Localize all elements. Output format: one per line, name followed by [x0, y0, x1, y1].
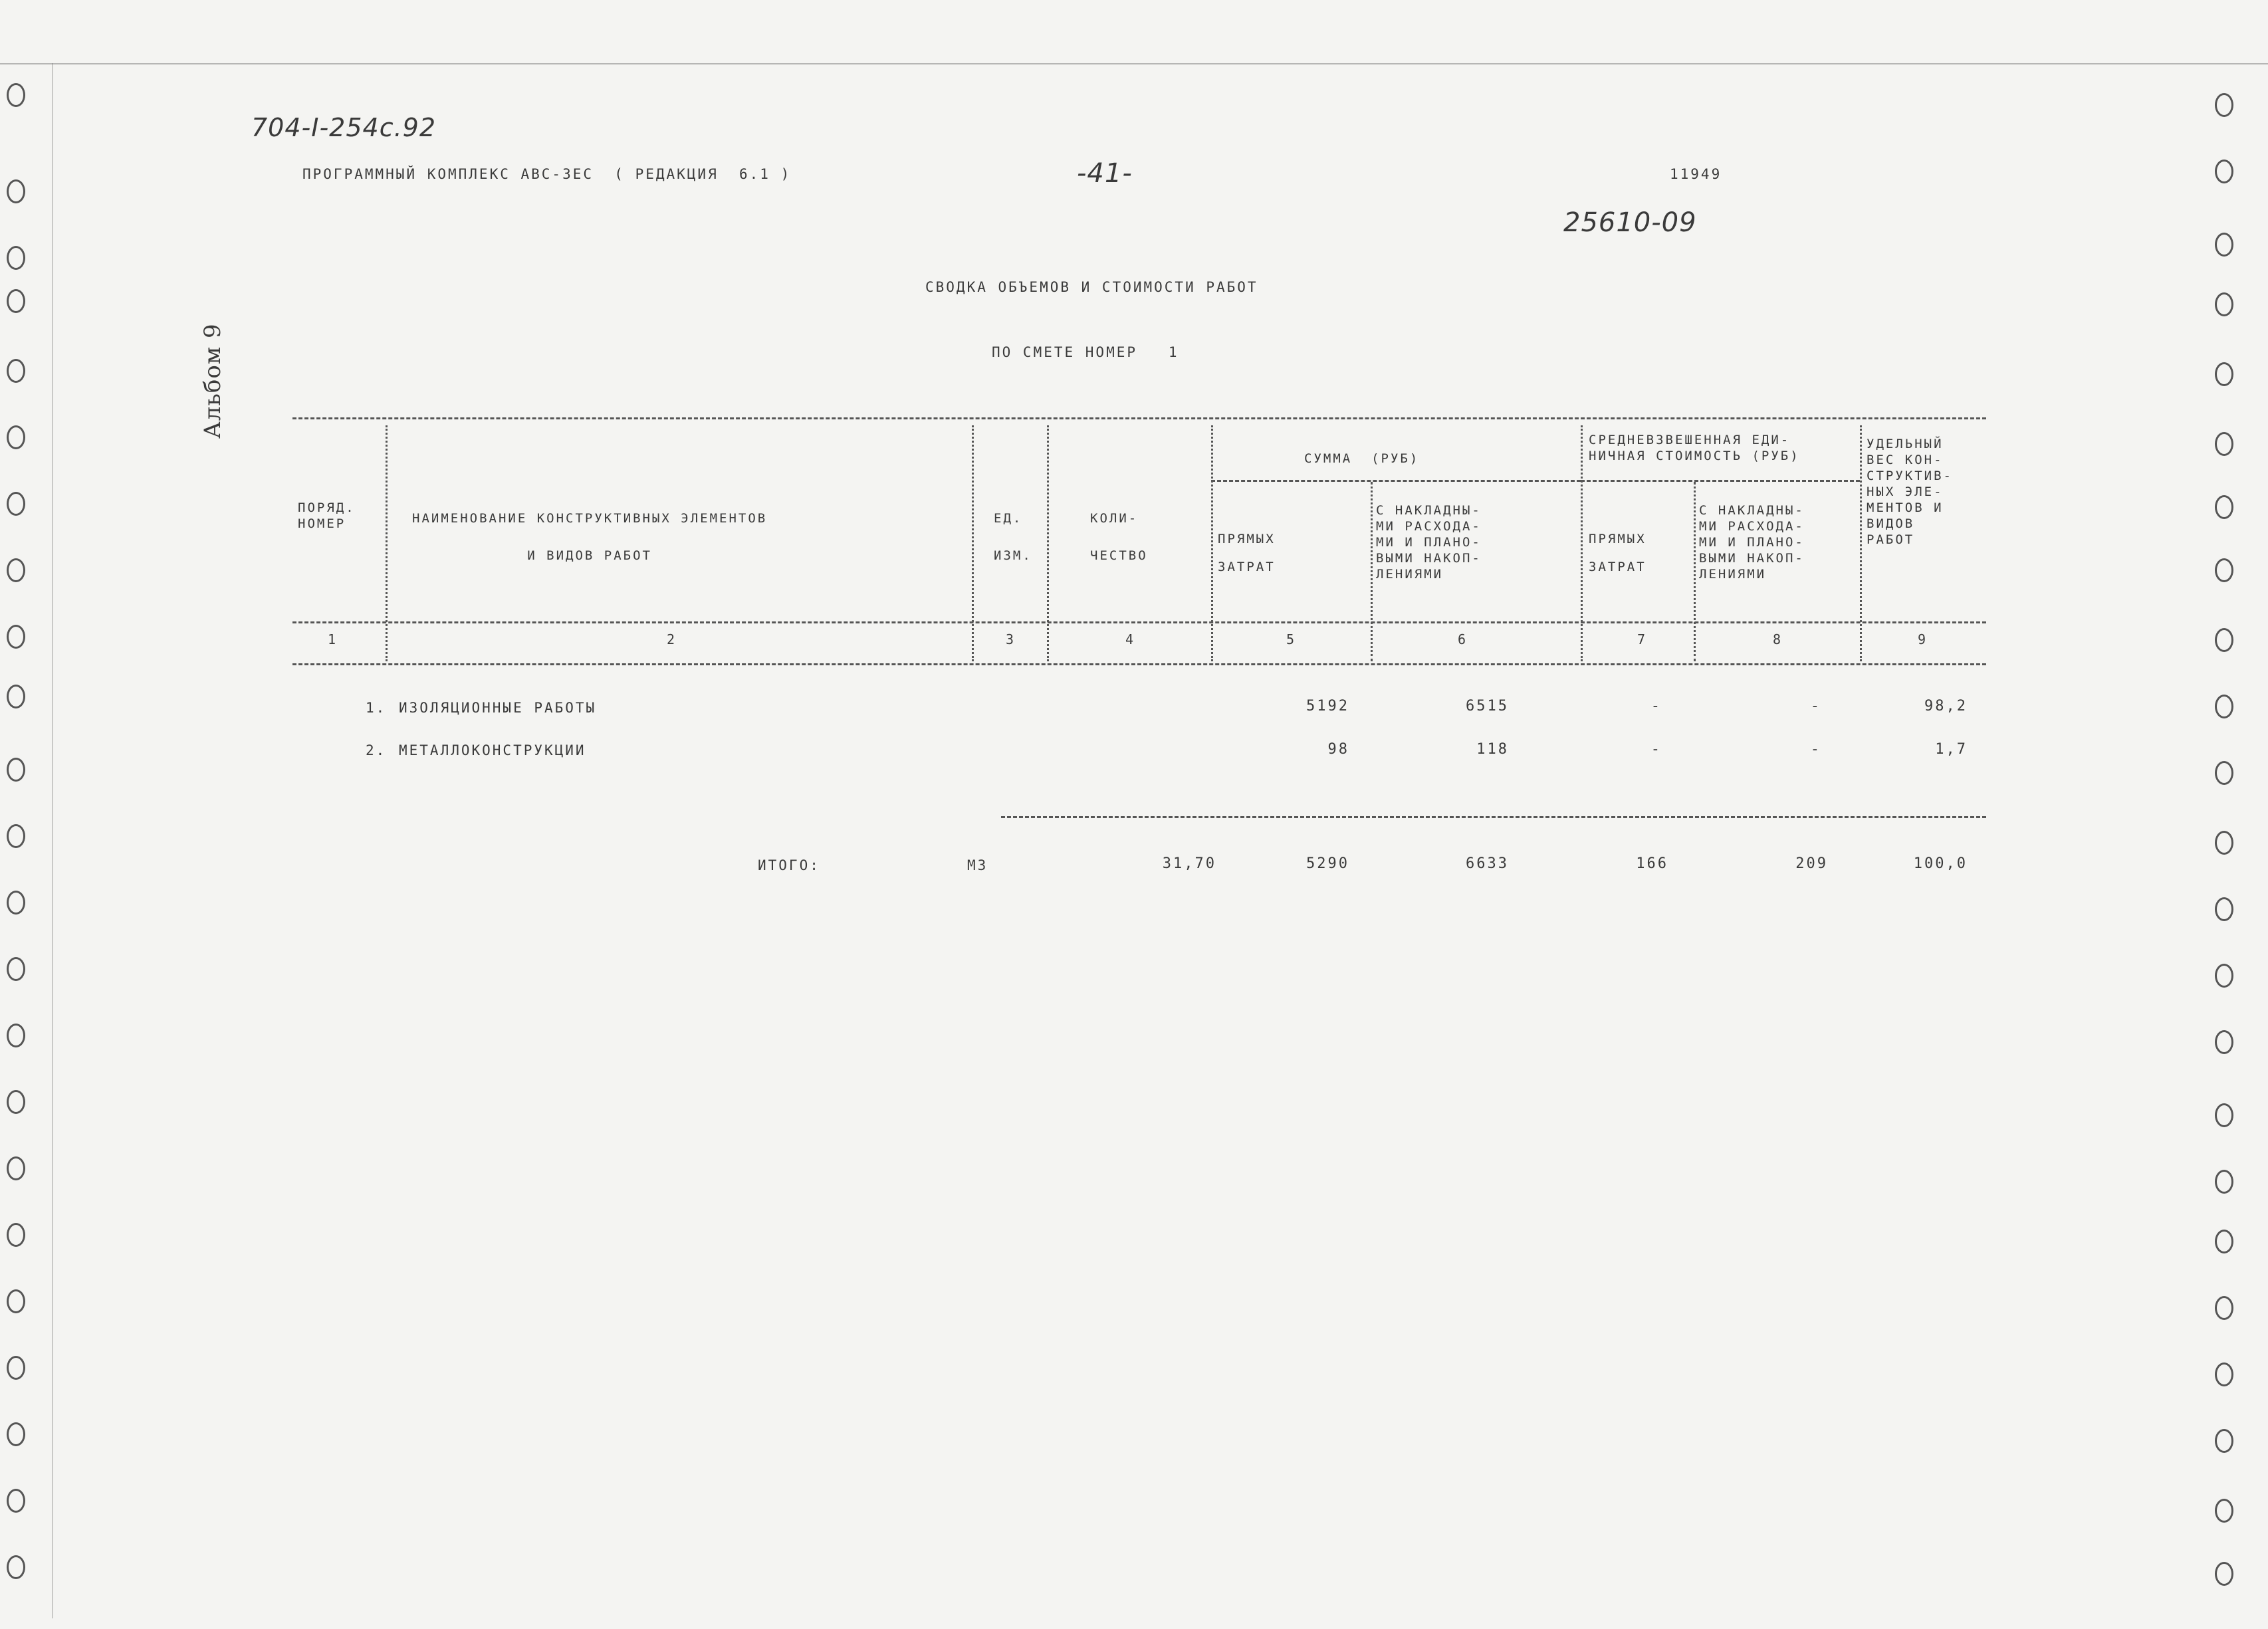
feed-hole	[7, 957, 25, 981]
feed-hole	[2215, 1562, 2233, 1586]
feed-hole	[7, 425, 25, 449]
sum-group-header: СУММА (РУБ)	[1304, 451, 1420, 466]
column-header-4: КОЛИ- ЧЕСТВО	[1090, 511, 1148, 563]
feed-hole	[2215, 432, 2233, 456]
left-feed-holes	[7, 0, 47, 1629]
total-avg-overhead: 209	[1795, 855, 1828, 872]
column-number: 3	[1005, 631, 1016, 647]
column-header-7: ПРЯМЫХ ЗАТРАТ	[1589, 532, 1646, 574]
column-number: 4	[1125, 631, 1135, 647]
column-header-1: ПОРЯД. НОМЕР	[298, 500, 356, 531]
row-direct-cost: 5192	[1306, 698, 1349, 714]
column-header-9: УДЕЛЬНЫЙ ВЕС КОН- СТРУКТИВ- НЫХ ЭЛЕ- МЕНТОВ И ВИДОВ РАБОТ	[1867, 437, 1953, 547]
total-unit: М3	[967, 857, 988, 873]
feed-hole	[2215, 1362, 2233, 1386]
column-number: 2	[666, 631, 677, 647]
feed-hole	[7, 83, 25, 107]
row-name: МЕТАЛЛОКОНСТРУКЦИИ	[399, 742, 586, 758]
row-avg-direct: -	[1650, 741, 1662, 758]
feed-hole	[7, 1356, 25, 1380]
feed-hole	[2215, 160, 2233, 183]
row-avg-direct: -	[1650, 698, 1662, 714]
total-quantity: 31,70	[1162, 855, 1216, 872]
feed-hole	[2215, 362, 2233, 386]
feed-hole	[2215, 1170, 2233, 1194]
report-title: СВОДКА ОБЪЕМОВ И СТОИМОСТИ РАБОТ	[925, 279, 1258, 295]
feed-hole	[2215, 761, 2233, 785]
row-direct-cost: 98	[1327, 741, 1349, 758]
column-number: 5	[1286, 631, 1296, 647]
page-number: -41-	[1077, 158, 1133, 189]
column-header-2: НАИМЕНОВАНИЕ КОНСТРУКТИВНЫХ ЭЛЕМЕНТОВ И ВИДОВ РАБОТ	[412, 511, 768, 563]
feed-hole	[7, 1156, 25, 1180]
feed-hole	[7, 1489, 25, 1513]
feed-hole	[7, 1024, 25, 1047]
album-label: Альбом 9	[199, 323, 226, 439]
feed-hole	[2215, 1429, 2233, 1453]
feed-hole	[7, 1223, 25, 1247]
feed-hole	[7, 685, 25, 708]
table-top-rule	[292, 417, 1986, 419]
right-feed-holes	[2215, 0, 2255, 1629]
top-perforation	[0, 63, 2268, 64]
feed-hole	[2215, 831, 2233, 855]
doc-code: 704-I-254c.92	[251, 113, 437, 142]
feed-hole	[7, 1289, 25, 1313]
row-share: 1,7	[1935, 741, 1968, 758]
total-overhead-cost: 6633	[1466, 855, 1509, 872]
number-row-rule	[292, 663, 1986, 665]
feed-hole	[7, 558, 25, 582]
feed-hole	[2215, 1030, 2233, 1054]
avg-group-rule	[1581, 480, 1860, 482]
project-number: 25610-09	[1563, 207, 1697, 238]
column-number: 7	[1637, 631, 1647, 647]
row-number: 1.	[366, 700, 387, 716]
total-label: ИТОГО:	[758, 857, 820, 873]
feed-hole	[2215, 495, 2233, 519]
row-share: 98,2	[1924, 698, 1968, 714]
feed-hole	[7, 824, 25, 848]
column-header-3: ЕД. ИЗМ.	[994, 511, 1032, 563]
row-overhead-cost: 6515	[1466, 698, 1509, 714]
column-number: 8	[1772, 631, 1783, 647]
row-avg-overhead: -	[1810, 741, 1821, 758]
report-subtitle: ПО СМЕТЕ НОМЕР 1	[992, 344, 1179, 360]
column-number: 9	[1917, 631, 1928, 647]
header-code-right: 11949	[1670, 166, 1722, 182]
feed-hole	[2215, 233, 2233, 257]
feed-hole	[7, 758, 25, 782]
total-avg-direct: 166	[1636, 855, 1668, 872]
program-line: ПРОГРАММНЫЙ КОМПЛЕКС АВС-3ЕС ( РЕДАКЦИЯ 6.1 )	[302, 166, 792, 182]
feed-hole	[7, 891, 25, 915]
feed-hole	[7, 179, 25, 203]
feed-hole	[2215, 1499, 2233, 1523]
column-header-8: С НАКЛАДНЫ- МИ РАСХОДА- МИ И ПЛАНО- ВЫМИ НАКОП- ЛЕНИЯМИ	[1699, 503, 1805, 582]
col-divider	[1694, 482, 1696, 661]
col-divider	[1371, 482, 1373, 661]
avg-group-header: СРЕДНЕВЗВЕШЕННАЯ ЕДИ- НИЧНАЯ СТОИМОСТЬ (РУБ)	[1589, 433, 1800, 463]
column-header-5: ПРЯМЫХ ЗАТРАТ	[1218, 532, 1276, 574]
total-rule	[1001, 816, 1986, 818]
header-bottom-rule	[292, 621, 1986, 623]
row-number: 2.	[366, 742, 387, 758]
sum-group-rule	[1211, 480, 1581, 482]
feed-hole	[7, 1555, 25, 1579]
feed-hole	[2215, 964, 2233, 988]
col-divider	[1047, 425, 1049, 661]
feed-hole	[2215, 1103, 2233, 1127]
column-header-6: С НАКЛАДНЫ- МИ РАСХОДА- МИ И ПЛАНО- ВЫМИ НАКОП- ЛЕНИЯМИ	[1376, 503, 1482, 582]
total-direct-cost: 5290	[1306, 855, 1349, 872]
col-divider	[1860, 425, 1862, 661]
feed-hole	[2215, 1230, 2233, 1253]
col-divider	[1581, 425, 1583, 661]
feed-hole	[7, 1422, 25, 1446]
feed-hole	[2215, 1296, 2233, 1320]
feed-hole	[2215, 628, 2233, 652]
feed-hole	[7, 625, 25, 649]
column-number: 1	[327, 631, 338, 647]
col-divider	[386, 425, 388, 661]
feed-hole	[2215, 695, 2233, 718]
feed-hole	[2215, 292, 2233, 316]
col-divider	[972, 425, 974, 661]
feed-hole	[7, 246, 25, 270]
left-margin-line	[52, 63, 53, 1618]
col-divider	[1211, 425, 1213, 661]
row-overhead-cost: 118	[1476, 741, 1509, 758]
total-share: 100,0	[1913, 855, 1968, 872]
feed-hole	[7, 289, 25, 313]
feed-hole	[7, 492, 25, 516]
column-number: 6	[1457, 631, 1468, 647]
feed-hole	[7, 1090, 25, 1114]
row-name: ИЗОЛЯЦИОННЫЕ РАБОТЫ	[399, 700, 597, 716]
feed-hole	[2215, 897, 2233, 921]
feed-hole	[2215, 93, 2233, 117]
feed-hole	[7, 359, 25, 383]
feed-hole	[2215, 558, 2233, 582]
row-avg-overhead: -	[1810, 698, 1821, 714]
